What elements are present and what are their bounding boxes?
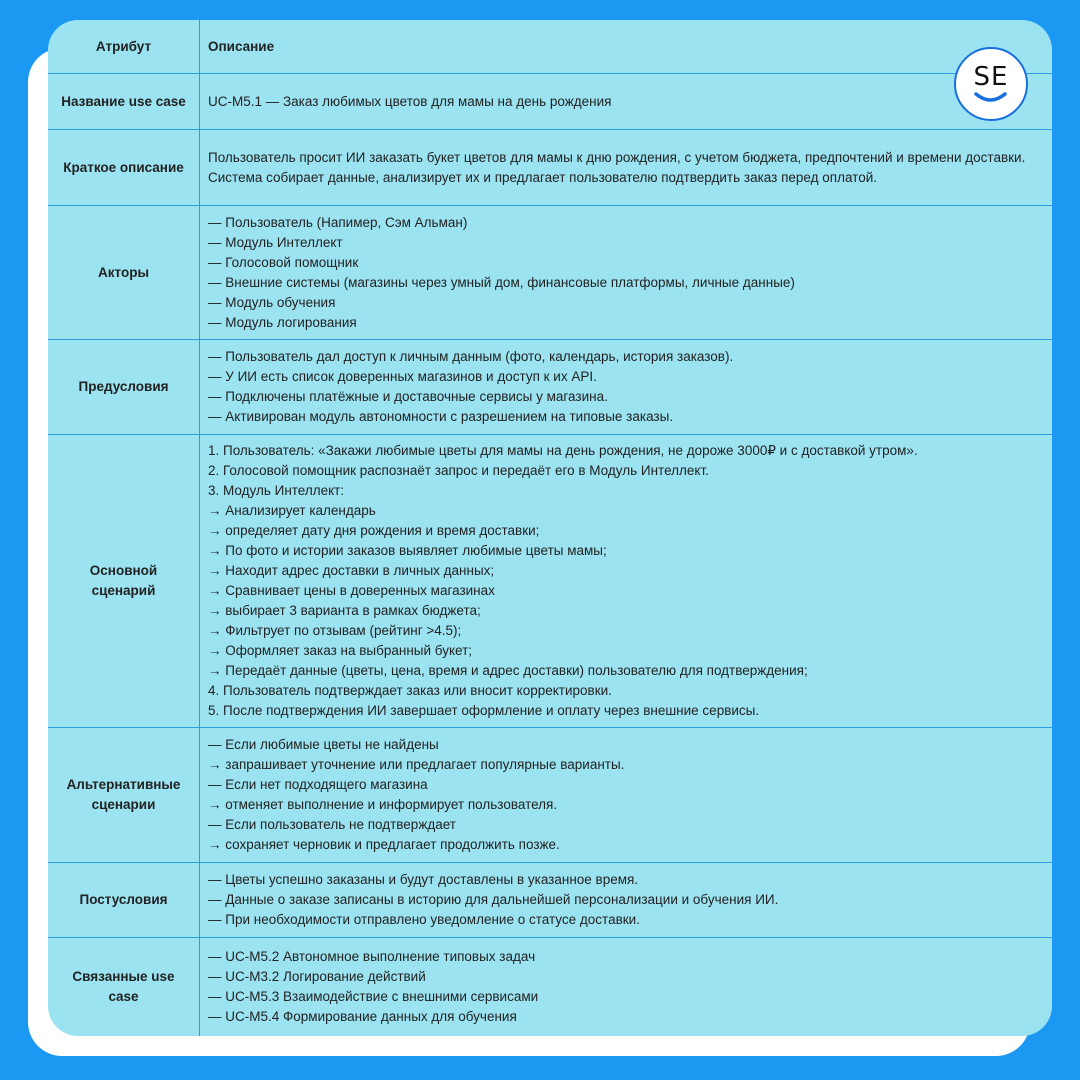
table-row [48,340,1052,435]
text-line: — Внешние системы (магазины через умный дом, финансовые платформы, личные данные) [208,274,795,290]
table-row [48,206,1052,340]
text-line: — Пользователь (Напимер, Сэм Альман) [208,214,468,230]
row-value [200,340,1052,434]
text-line: → отменяет выполнение и информирует пользователя. [208,797,558,812]
text-line: → Находит адрес доставки в личных данных; [208,563,495,578]
text-line: 2. Голосовой помощник распознаёт запрос и передаёт его в Модуль Интеллект. [208,463,709,478]
row-value [200,938,1052,1036]
table-row [48,74,1052,130]
row-value [200,74,1052,129]
text-line: → Передаёт данные (цветы, цена, время и адрес доставки) пользователю для подтверждения; [208,663,808,678]
text-line: → определяет дату дня рождения и время доставки; [208,523,540,538]
row-label-preconditions: Предусловия [48,340,200,434]
text-line: 3. Модуль Интеллект: [208,483,345,498]
row-label-alt-scenarios: Альтернативные сценарии [48,728,200,862]
text-line: — Данные о заказе записаны в историю для дальнейшей персонализации и обучения ИИ. [208,892,779,907]
text-line: → Фильтрует по отзывам (рейтинг >4.5); [208,623,462,638]
text-line: → По фото и истории заказов выявляет любимые цветы мамы; [208,543,607,558]
text-line: — UC-M5.3 Взаимодействие с внешними сервисами [208,989,539,1004]
row-value [200,728,1052,862]
se-logo [954,47,1028,121]
text-line: — UC-M5.2 Автономное выполнение типовых задач [208,949,536,964]
text-line: — Если любимые цветы не найдены [208,737,439,752]
use-case-table [48,20,1052,1036]
table-row [48,435,1052,728]
table-header-row [48,20,1052,74]
table-row [48,728,1052,863]
row-label-name: Название use case [48,74,200,129]
text-line: → Сравнивает цены в доверенных магазинах [208,583,495,598]
row-value [200,863,1052,937]
table-row [48,863,1052,938]
text-line: — Модуль логирования [208,314,357,330]
text-line: — Голосовой помощник [208,254,359,270]
text-line: — При необходимости отправлено уведомление о статусе доставки. [208,912,640,927]
text-line: — Если нет подходящего магазина [208,777,428,792]
text-line: — Подключены платёжные и доставочные сервисы у магазина. [208,389,608,404]
row-label-text: Основной сценарий [89,563,158,598]
row-label-related [48,938,200,1036]
text-line: → Оформляет заказ на выбранный букет; [208,643,473,658]
use-case-card [48,20,1052,1036]
text-line: — Цветы успешно заказаны и будут доставлены в указанное время. [208,872,639,887]
text-line: — UC-M5.4 Формирование данных для обучения [208,1009,517,1024]
text-line: — Активирован модуль автономности с разрешением на типовые заказы. [208,409,674,424]
text-line: → выбирает 3 варианта в рамках бюджета; [208,603,481,618]
row-label-main-scenario [48,435,200,727]
row-label-text: Связанные use case [72,969,175,1004]
text-line: 5. После подтверждения ИИ завершает оформление и оплату через внешние сервисы. [208,703,760,718]
text-line: UC-M5.1 — Заказ любимых цветов для мамы на день рождения [208,93,612,109]
header-description: Описание [208,38,275,54]
logo-text: SE [973,62,1009,92]
text-line: → сохраняет черновик и предлагает продолжить позже. [208,837,560,852]
row-value [200,206,1052,339]
table-row [48,938,1052,1036]
row-value [200,435,1052,727]
text-line: 4. Пользователь подтверждает заказ или вносит корректировки. [208,683,612,698]
row-label-actors: Акторы [48,206,200,339]
text-line: — Если пользователь не подтверждает [208,817,456,832]
text-line: — Модуль Интеллект [208,234,343,250]
header-attribute: Атрибут [48,20,200,73]
text-line: → запрашивает уточнение или предлагает популярные варианты. [208,757,625,772]
row-label-summary: Краткое описание [48,130,200,205]
text-line: — UC-M3.2 Логирование действий [208,969,426,984]
text-paragraph: Пользователь просит ИИ заказать букет цветов для мамы к дню рождения, с учетом бюджета, предпочтений и времени доставки. Система собирает данные, анализирует их и предлагает пользователю подтвердить заказ перед оплатой. [208,149,1026,185]
text-line: — У ИИ есть список доверенных магазинов и доступ к их API. [208,369,597,384]
row-value [200,130,1052,205]
text-line: 1. Пользователь: «Закажи любимые цветы для мамы на день рождения, не дороже 3000₽ и с доставкой утром». [208,443,918,458]
row-label-postconditions: Постусловия [48,863,200,937]
text-line: → Анализирует календарь [208,503,376,518]
text-line: — Модуль обучения [208,294,336,310]
smile-icon [956,49,1025,118]
text-line: — Пользователь дал доступ к личным данным (фото, календарь, история заказов). [208,349,734,364]
table-row [48,130,1052,206]
